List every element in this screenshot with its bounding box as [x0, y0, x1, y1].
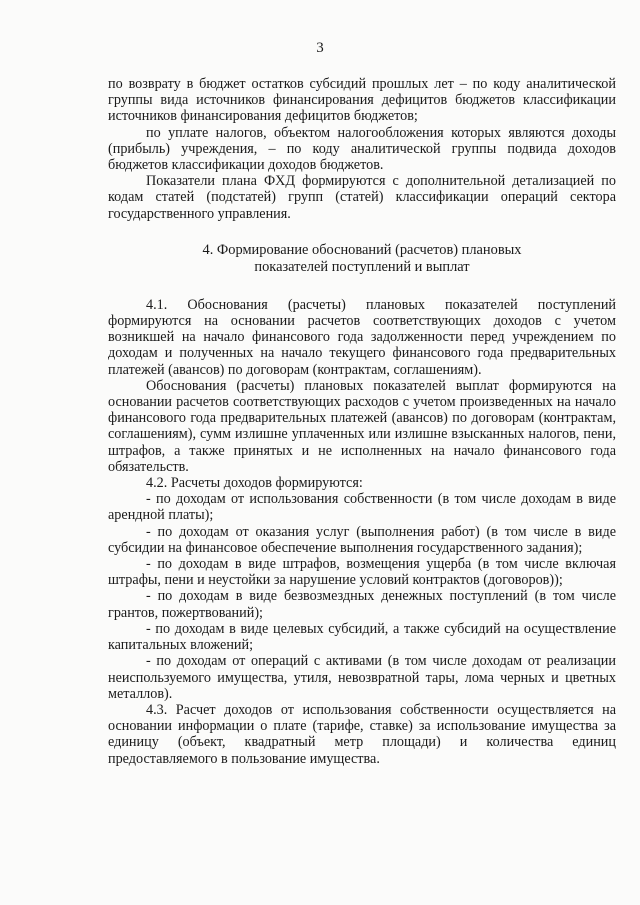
- section-heading: [108, 242, 616, 276]
- list-item-property-income: - по доходам от использования собственности (в том числе доходам в виде арендной платы);: [108, 491, 616, 524]
- document-body: [108, 76, 616, 767]
- section-heading-line-1: 4. Формирование обоснований (расчетов) плановых: [202, 241, 522, 258]
- list-item-assets-income: - по доходам от операций с активами (в том числе доходам от реализации неиспользуемого имущества, утиля, невозвратной тары, лома черных и цветных металлов).: [108, 653, 616, 702]
- list-item-subsidies-income: - по доходам в виде целевых субсидий, а также субсидий на осуществление капитальных вложений;: [108, 620, 616, 654]
- section-heading-line-2: показателей поступлений и выплат: [254, 258, 470, 275]
- list-item-gratuitous-income: - по доходам в виде безвозмездных денежных поступлений (в том числе грантов, пожертвований);: [108, 588, 616, 621]
- paragraph-4-3: 4.3. Расчет доходов от использования собственности осуществляется на основании информации о плате (тарифе, ставке) за использование имущества за единицу (объект, квадратный метр площади) и количества единиц предоставляемого в пользование имущества.: [108, 701, 616, 767]
- paragraph-expense-justification: Обоснования (расчеты) плановых показателей выплат формируются на основании расчетов соответствующих расходов с учетом произведенных на начало финансового года предварительных платежей (авансов) по договорам (контрактам, соглашениям), сумм излишне уплаченных или излишне взысканных налогов, пени, штрафов, а также принятых и не исполненных на начало финансового года обязательств.: [108, 377, 616, 475]
- paragraph-4-1: 4.1. Обоснования (расчеты) плановых показателей поступлений формируются на основании расчетов соответствующих доходов с учетом возникшей на начало финансового года задолженности перед учреждением по доходам и полученных на начало текущего финансового года предварительных платежей (авансов) по договорам (контрактам, соглашениям).: [108, 296, 616, 378]
- paragraph-4-2: 4.2. Расчеты доходов формируются:: [146, 475, 363, 492]
- paragraph-plan-indicators: Показатели плана ФХД формируются с дополнительной детализацией по кодам статей (подстатей) групп (статей) классификации операций сектора государственного управления.: [108, 173, 616, 222]
- page-number: 3: [316, 40, 324, 56]
- paragraph-budget-return: по возврату в бюджет остатков субсидий прошлых лет – по коду аналитической группы вида источников финансирования дефицитов бюджетов классификации источников финансирования дефицитов бюджетов;: [108, 76, 616, 125]
- list-item-services-income: - по доходам от оказания услуг (выполнения работ) (в том числе в виде субсидии на финансовое обеспечение выполнения государственного задания);: [108, 523, 616, 556]
- paragraph-tax-payment: по уплате налогов, объектом налогообложения которых являются доходы (прибыль) учреждения, – по коду аналитической группы подвида доходов бюджетов классификации доходов бюджетов.: [108, 124, 616, 174]
- list-item-fines-income: - по доходам в виде штрафов, возмещения ущерба (в том числе включая штрафы, пени и неустойки за нарушение условий контрактов (договоров));: [108, 556, 616, 589]
